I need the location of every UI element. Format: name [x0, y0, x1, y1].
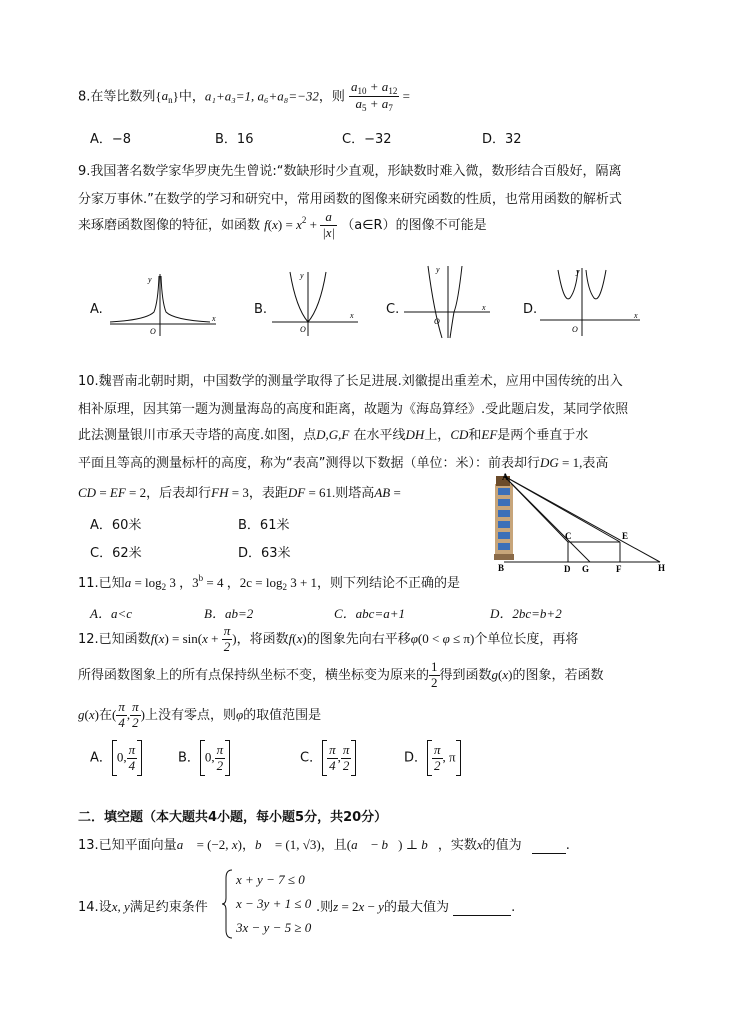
q9-label-b: B.: [254, 302, 268, 317]
q14-constraint-2: x − 3y + 1 ≤ 0: [236, 896, 312, 911]
tower-figure: [492, 472, 670, 574]
q10-option-d[interactable]: D．63米: [238, 546, 291, 561]
question-8: 8.在等比数列$\{a_n\}$中，a₁+a₃=1, a₆+a₈=−32，则 $\frac{a_{10} + a_{12}}{a_5 + a_7}$ =: [78, 79, 410, 114]
q8-option-a[interactable]: A．−8: [90, 132, 132, 147]
q8-option-b[interactable]: B．16: [215, 132, 254, 147]
q10-option-a[interactable]: A．60米: [90, 518, 142, 533]
q11-option-b[interactable]: B．ab=2: [204, 606, 254, 621]
question-13: 13.已知平面向量a⃗ = (−2, x)，b⃗ = (1, √3)，且(a⃗ − b⃗) ⊥ b⃗，实数x的值为 .: [78, 837, 570, 853]
q9-line-1: 9.我国著名数学家华罗庚先生曾说:“数缺形时少直观，形缺数时难入微，数形结合百般好，隔离: [78, 164, 622, 179]
q14-target: .则z = 2x − y的最大值为 .: [316, 899, 516, 915]
q12-line-3: g(x)在( $\frac{\pi}{4}$ , $\frac{\pi}{2}$ )上没有零点，则φ的取值范围是: [78, 699, 322, 730]
q11-option-d[interactable]: D．2bc=b+2: [490, 606, 562, 621]
q10-line-1: 10.魏晋南北朝时期，中国数学的测量学取得了长足进展.刘徽提出重差术，应用中国传统的出入: [78, 374, 623, 389]
q9-graph-d[interactable]: [538, 264, 644, 340]
q14-stem: 14.设x, y满足约束条件: [78, 899, 208, 915]
q12-option-a[interactable]: A． 0, $\frac{\pi}{4}$: [90, 740, 142, 776]
q8-option-d[interactable]: D．32: [482, 132, 522, 147]
q9-label-a: A.: [90, 302, 103, 317]
svg-text:x: x: [482, 303, 486, 312]
q12-option-b[interactable]: B． 0, $\frac{\pi}{2}$: [178, 740, 230, 776]
svg-text:y: y: [148, 275, 152, 284]
q14-blank[interactable]: [453, 900, 511, 916]
q9-label-d: D.: [523, 302, 538, 317]
question-11: 11.已知$a = \log_2 3$ ，$3^b = 4$ ，$2c = \log_2 3 + 1$，则下列结论不正确的是: [78, 573, 461, 592]
fig-label-f: F: [616, 564, 622, 574]
q9-label-c: C.: [386, 302, 400, 317]
q12-line-2: 所得函数图象上的所有点保持纵坐标不变，横坐标变为原来的 $\frac{1}{2}$ 得到函数g(x)的图象，若函数: [78, 659, 604, 690]
svg-text:y: y: [576, 267, 580, 276]
svg-text:x: x: [350, 311, 354, 320]
q8-option-c[interactable]: C．−32: [342, 132, 392, 147]
svg-text:O: O: [572, 325, 578, 334]
q9-graph-a[interactable]: [108, 268, 220, 340]
fig-label-c: C: [565, 531, 572, 541]
q11-option-a[interactable]: A．a<c: [90, 606, 132, 621]
q9-graph-b[interactable]: [270, 268, 362, 340]
q10-line-4: 平面且等高的测量标杆的高度，称为“表高”测得以下数据（单位：米）：前表却行DG = 1,表高: [78, 455, 609, 471]
q14-constraint-1: x + y − 7 ≤ 0: [236, 872, 305, 887]
section-2-title: 二．填空题（本大题共4小题，每小题5分，共20分）: [78, 810, 388, 825]
svg-text:x: x: [212, 314, 216, 323]
q10-line-2: 相补原理，因其第一题为测量海岛的高度和距离，故题为《海岛算经》.受此题启发，某同学依照: [78, 402, 629, 417]
q14-brace: [222, 868, 234, 940]
fig-label-b: B: [498, 563, 505, 573]
q9-graph-c[interactable]: [402, 262, 494, 342]
q12-option-d[interactable]: D． $\frac{\pi}{2}$ , π: [404, 740, 461, 776]
q9-line-3: 来琢磨函数图像的特征，如函数 $f(x) = x^2$ + $\frac{a}{|x|}$ （a∈R）的图像不可能是: [78, 209, 487, 240]
svg-text:O: O: [150, 327, 156, 336]
q14-constraint-3: 3x − y − 5 ≥ 0: [236, 920, 312, 935]
q13-blank[interactable]: [532, 838, 566, 854]
q12-line-1: 12.已知函数f(x) = sin(x + $\frac{\pi}{2}$ )，将函数f(x)的图象先向右平移φ(0 < φ ≤ π)个单位长度，再将: [78, 623, 579, 654]
q10-option-c[interactable]: C．62米: [90, 546, 142, 561]
q10-line-5: CD = EF = 2，后表却行FH = 3，表距DF = 61.则塔高AB =: [78, 485, 401, 501]
svg-text:y: y: [436, 265, 440, 274]
q10-line-3: 此法测量银川市承天寺塔的高度.如图，点D,G,F 在水平线DH上，CD和EF是两个垂直于水: [78, 427, 589, 443]
q8-fraction: $\frac{a_{10} + a_{12}}{a_5 + a_7}$: [351, 79, 398, 114]
fig-label-d: D: [564, 564, 571, 574]
svg-text:O: O: [434, 317, 440, 326]
fig-label-h: H: [658, 563, 666, 573]
fig-label-g: G: [582, 564, 590, 574]
q10-option-b[interactable]: B．61米: [238, 518, 290, 533]
q8-condition: a₁+a₃=1, a₆+a₈=−32: [204, 88, 319, 104]
fig-label-e: E: [622, 531, 629, 541]
svg-text:y: y: [300, 271, 304, 280]
q12-option-c[interactable]: C． $\frac{\pi}{4}$ , $\frac{\pi}{2}$: [300, 740, 356, 776]
q11-option-c[interactable]: C．abc=a+1: [334, 606, 405, 621]
svg-text:x: x: [634, 311, 638, 320]
q9-line-2: 分家万事休.”在数学的学习和研究中，常用函数的图像来研究函数的性质，也常用函数的解析式: [78, 192, 622, 207]
svg-text:O: O: [300, 325, 306, 334]
fig-label-a: A: [502, 472, 509, 482]
